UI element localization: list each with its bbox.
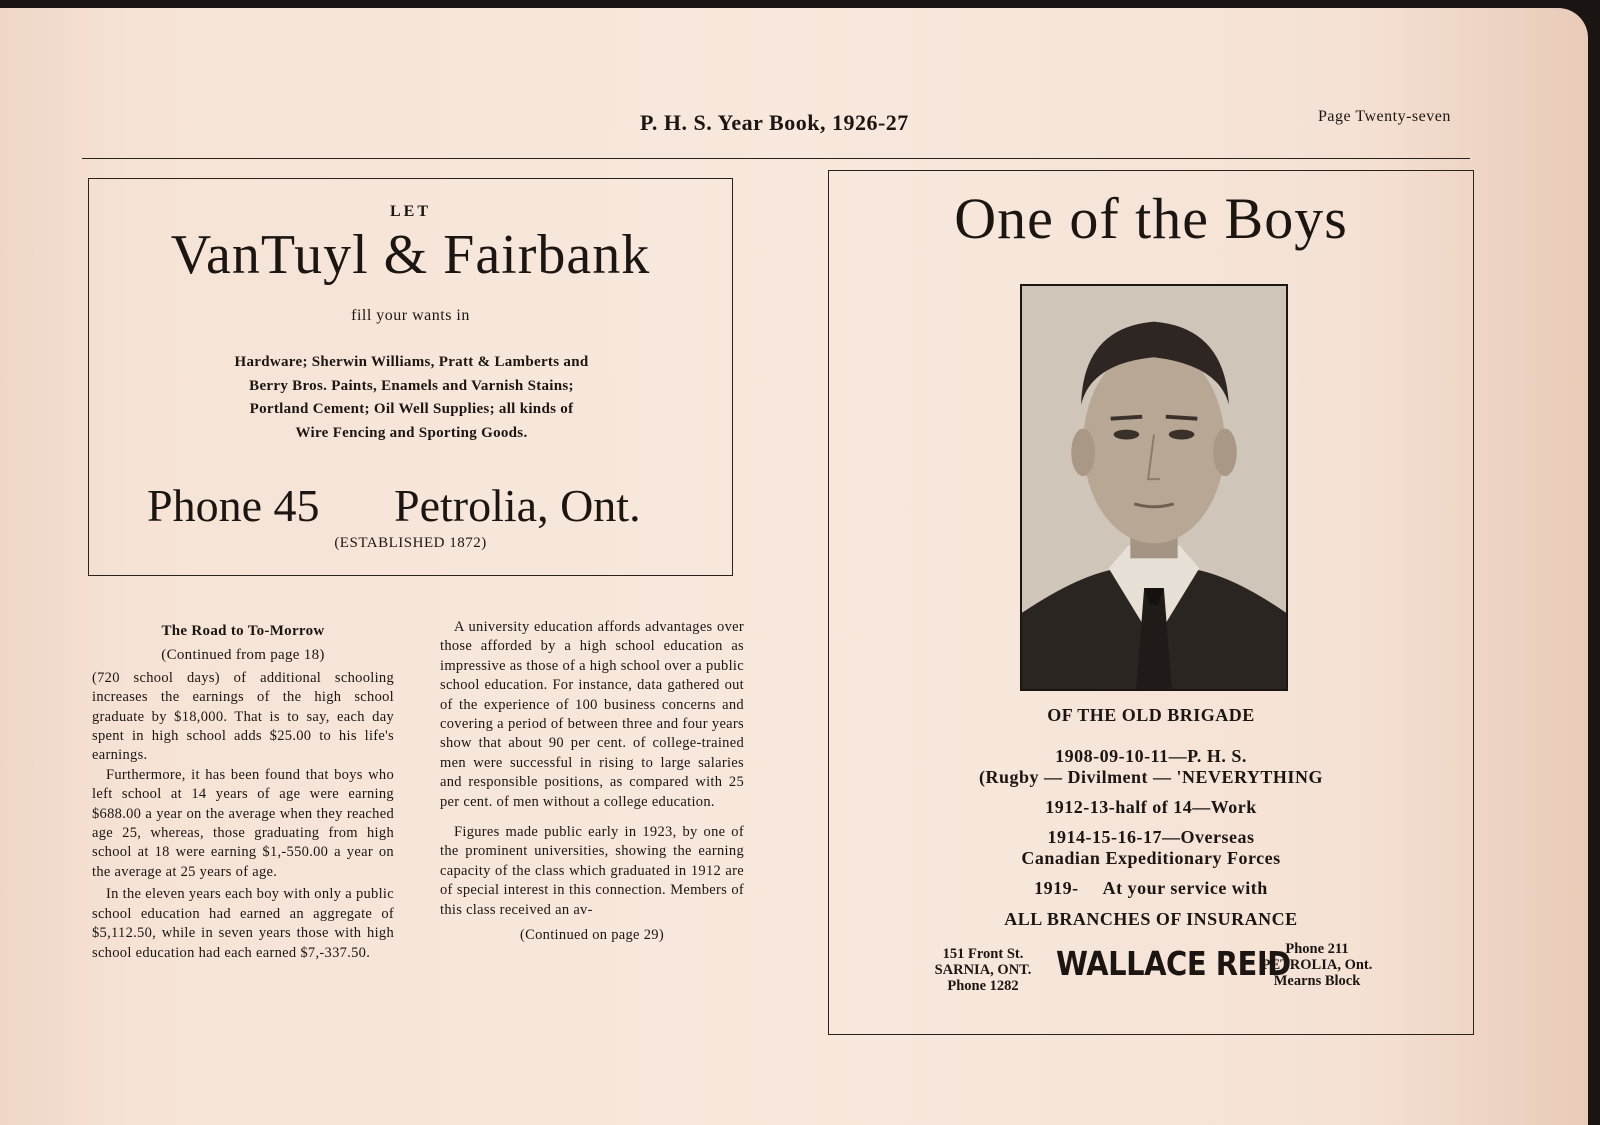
article-column-2 (440, 618, 744, 946)
ad-goods-line: Berry Bros. Paints, Enamels and Varnish Stains; (249, 377, 574, 394)
address-line: PETROLIA, Ont. (1261, 957, 1373, 973)
article-paragraph: In the eleven years each boy with only a public school education had earned an aggregate of $5,112.50, while in seven years those with high school education had each earned $7,-337.50. (92, 886, 394, 961)
ad-goods-list (159, 351, 664, 445)
ad-line: 1912-13-half of 14—Work (1045, 797, 1257, 817)
ad-business-name: VanTuyl & Fairbank (170, 224, 651, 286)
ad-line: 1919- At your service with (1034, 878, 1268, 898)
wallace-reid-advertisement (828, 170, 1474, 1035)
agent-name: WALLACE REID (1056, 944, 1291, 984)
article-continued-on: (Continued on page 29) (520, 927, 664, 944)
ad-subtitle: OF THE OLD BRIGADE (1047, 705, 1255, 725)
address-line: Mearns Block (1273, 973, 1361, 989)
page-title: P. H. S. Year Book, 1926-27 (640, 110, 909, 135)
article-paragraph: (720 school days) of additional schooling increases the earnings of the high school graduate by $18,000. That is to say, each day spent in high school adds $25.00 to his life's earnings. (92, 669, 394, 764)
ad-goods-line: Wire Fencing and Sporting Goods. (295, 424, 528, 441)
article-title: The Road to To-Morrow (161, 623, 325, 639)
ad-goods-line: Portland Cement; Oil Well Supplies; all kinds of (249, 401, 574, 417)
address-line: Phone 211 (1285, 941, 1349, 957)
ad-goods-line: Hardware; Sherwin Williams, Pratt & Lamberts and (234, 354, 589, 370)
vantuyl-advertisement (88, 178, 733, 576)
address-line: 151 Front St. (942, 946, 1024, 962)
ad-let: LET (389, 203, 431, 220)
article-column-1 (92, 622, 394, 963)
portrait-photo (1020, 284, 1288, 691)
page-number: Page Twenty-seven (1318, 108, 1451, 125)
ad-phone: Phone 45 (147, 480, 320, 531)
address-line: SARNIA, ONT. (934, 962, 1032, 978)
article-paragraph: Furthermore, it has been found that boys who left school at 14 years of age were earning $688.00 a year on the average when they reached age 25, whereas, those graduating from high school at 18 were earning $1,-550.00 a year on the average at 25 years of age. (92, 766, 394, 880)
ad-town: Petrolia, Ont. (394, 480, 641, 531)
ad-line: 1914-15-16-17—Overseas (1047, 827, 1255, 847)
ad-tagline: fill your wants in (351, 307, 470, 324)
petrolia-address (1247, 941, 1387, 989)
address-line: Phone 1282 (947, 978, 1019, 994)
sarnia-address (921, 946, 1045, 994)
header-rule (82, 158, 1470, 159)
yearbook-page (0, 8, 1588, 1125)
article-paragraph: Figures made public early in 1923, by one of the prominent universities, showing the earning capacity of the class which graduated in 1912 are of special interest in this connection. Members of this class received an av- (440, 824, 744, 918)
ad-line: Canadian Expeditionary Forces (1021, 848, 1281, 868)
ad-line: (Rugby — Divilment — 'NEVERYTHING (979, 767, 1323, 787)
article-continued-from: (Continued from page 18) (161, 647, 325, 664)
ad-line: ALL BRANCHES OF INSURANCE (1004, 909, 1298, 929)
ad-headline: One of the Boys (954, 186, 1348, 251)
ad-line: 1908-09-10-11—P. H. S. (1055, 746, 1247, 766)
ad-established: (ESTABLISHED 1872) (334, 535, 487, 551)
article-paragraph: A university education affords advantages over those afforded by a high school education as impressive as those of a high school over a public school education. For instance, data gathered out of the experience of 100 business concerns and covering a period of between three and four years show that about 90 per cent. of college-trained men were successful in rising to large salaries and responsible positions, as compared with 25 per cent. of men without a college education. (440, 619, 744, 810)
